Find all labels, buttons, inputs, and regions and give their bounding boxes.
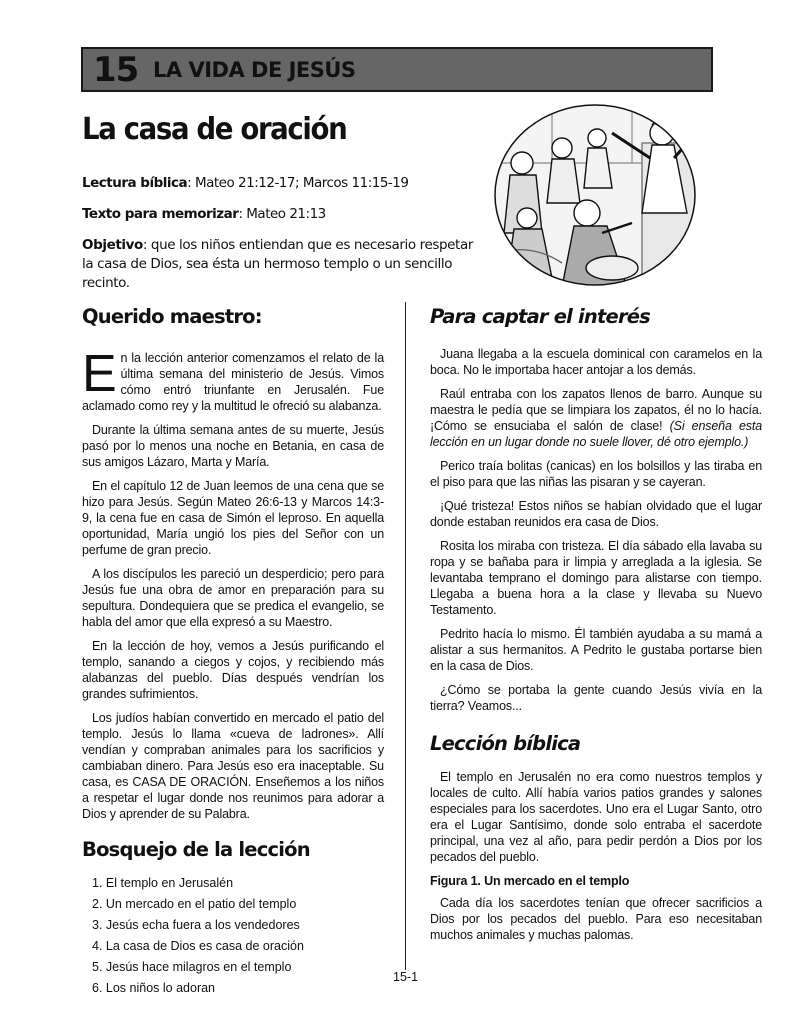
outline-item: 5. Jesús hace milagros en el templo: [92, 960, 292, 974]
paragraph: Rosita los miraba con tristeza. El día sábado ella lavaba su ropa y se bañaba para ir limpia y arreglada a la iglesia. Se levantaba temprano el domingo para alistarse con tiempo. Llegaba a buena hora a la clase y llevaba su Nuevo Testamento.: [430, 539, 762, 617]
outline-item: 1. El templo en Jerusalén: [92, 876, 234, 890]
paragraph: ¡Qué tristeza! Estos niños se habían olvidado que el lugar donde estaban reunidos era casa de Dios.: [430, 499, 762, 529]
objective-text: : que los niños entiendan que es necesario respetar la casa de Dios, sea ésta un hermoso templo o un sencillo recinto.: [82, 237, 473, 291]
reading-line: [82, 175, 408, 191]
intro-text: n la lección anterior comenzamos el relato de la última semana del ministerio de Jesús. Vimos cómo entró triunfante en Jerusalén. Fue aclamado como rey y la multitud le ofreció su alabanza.: [82, 351, 384, 413]
teacher-note: (Si enseña esta lección en un lugar donde no suele llover, dé otro ejemplo.): [430, 419, 763, 449]
paragraph: [430, 386, 762, 450]
interest-heading: Para captar el interés: [430, 305, 650, 328]
column-divider: [405, 302, 406, 970]
page-number: 15-1: [393, 970, 419, 984]
paragraph: Pedrito hacía lo mismo. Él también ayudaba a su mamá a alistar a sus hermanitos. A Pedrito le gustaba portarse bien en la casa de Dios.: [430, 627, 762, 673]
temple-cleansing-illustration: [492, 103, 698, 287]
series-title: LA VIDA DE JESÚS: [153, 58, 356, 82]
outline-item: 4. La casa de Dios es casa de oración: [92, 939, 304, 953]
paragraph: Cada día los sacerdotes tenían que ofrecer sacrificios a Dios por los pecados del pueblo. Para eso necesitaban muchos animales y muchas palomas.: [430, 896, 762, 942]
objective: [82, 236, 477, 293]
outline-heading: Bosquejo de la lección: [82, 838, 310, 861]
paragraph-text: Raúl entraba con los zapatos llenos de barro. Aunque su maestra le pedía que se limpiara los zapatos, él no lo hacía. ¡Cómo se ensuciaba el salón de clase!: [430, 387, 762, 433]
paragraph: En el capítulo 12 de Juan leemos de una cena que se hizo para Jesús. Según Mateo 26:6-13 y Marcos 14:3-9, la cena fue en casa de Simón el leproso. En aquella oportunidad, María ungió los pies del Señor con un perfume de gran precio.: [82, 479, 384, 557]
paragraph: ¿Cómo se portaba la gente cuando Jesús vivía en la tierra? Veamos...: [430, 683, 762, 713]
figure-caption: Figura 1. Un mercado en el templo: [430, 874, 630, 888]
right-column: [430, 305, 762, 951]
outline-item: 2. Un mercado en el patio del templo: [92, 897, 297, 911]
outline-item: 3. Jesús echa fuera a los vendedores: [92, 918, 300, 932]
objective-label: Objetivo: [82, 237, 143, 253]
lesson-title: La casa de oración: [82, 112, 347, 147]
memory-verse-line: [82, 206, 326, 222]
reading-label: Lectura bíblica: [82, 175, 188, 191]
paragraph: Perico traía bolitas (canicas) en los bolsillos y las tiraba en el piso para que las niñas las pisaran y se cayeran.: [430, 459, 762, 489]
drop-cap: E: [82, 345, 117, 403]
paragraph: El templo en Jerusalén no era como nuestros templos y locales de culto. Allí había varios patios grandes y salones especiales para los sacerdotes. Uno era el Lugar Santo, otro era el Lugar Santísimo, donde solo entraba el sacerdote principal, una vez al año, para pedir perdón a Dios por los pecados del pueblo.: [430, 770, 762, 864]
memory-verse-label: Texto para memorizar: [82, 206, 239, 222]
memory-verse-value: : Mateo 21:13: [238, 206, 326, 222]
dear-teacher-heading: Querido maestro:: [82, 305, 262, 328]
reading-value: : Mateo 21:12-17; Marcos 11:15-19: [187, 175, 409, 191]
paragraph: A los discípulos les pareció un desperdicio; pero para Jesús fue una obra de amor en preparación para su sepultura. Dondequiera que se predica el evangelio, se habla del amor que ella expresó a su Maestro.: [82, 567, 384, 629]
outline-item: 6. Los niños lo adoran: [92, 981, 216, 995]
paragraph: Los judíos habían convertido en mercado el patio del templo. Jesús lo llama «cueva de ladrones». Allí vendían y compraban animales para los sacrificios y cambiaban dinero. Para Jesús eso era inaceptable. Su casa, es CASA DE ORACIÓN. Enseñemos a los niños a respetar el lugar donde nos reunimos para adorar a Dios y aprender de su Palabra.: [82, 711, 384, 821]
paragraph: Juana llegaba a la escuela dominical con caramelos en la boca. No le importaba hacer antojar a los demás.: [430, 347, 762, 377]
lesson-outline: [82, 873, 384, 999]
intro-paragraph: [82, 345, 384, 414]
bible-lesson-heading: Lección bíblica: [430, 732, 581, 755]
lesson-banner: [81, 47, 713, 92]
paragraph: Durante la última semana antes de su muerte, Jesús pasó por lo menos una noche en Betania, en casa de sus amigos Lázaro, Marta y María.: [82, 423, 384, 469]
lesson-number: 15: [93, 50, 139, 90]
paragraph: En la lección de hoy, vemos a Jesús purificando el templo, sanando a ciegos y cojos, y recibiendo más alabanzas del pueblo. Días después vendrían los grandes sufrimientos.: [82, 639, 384, 701]
left-column: [82, 305, 384, 999]
